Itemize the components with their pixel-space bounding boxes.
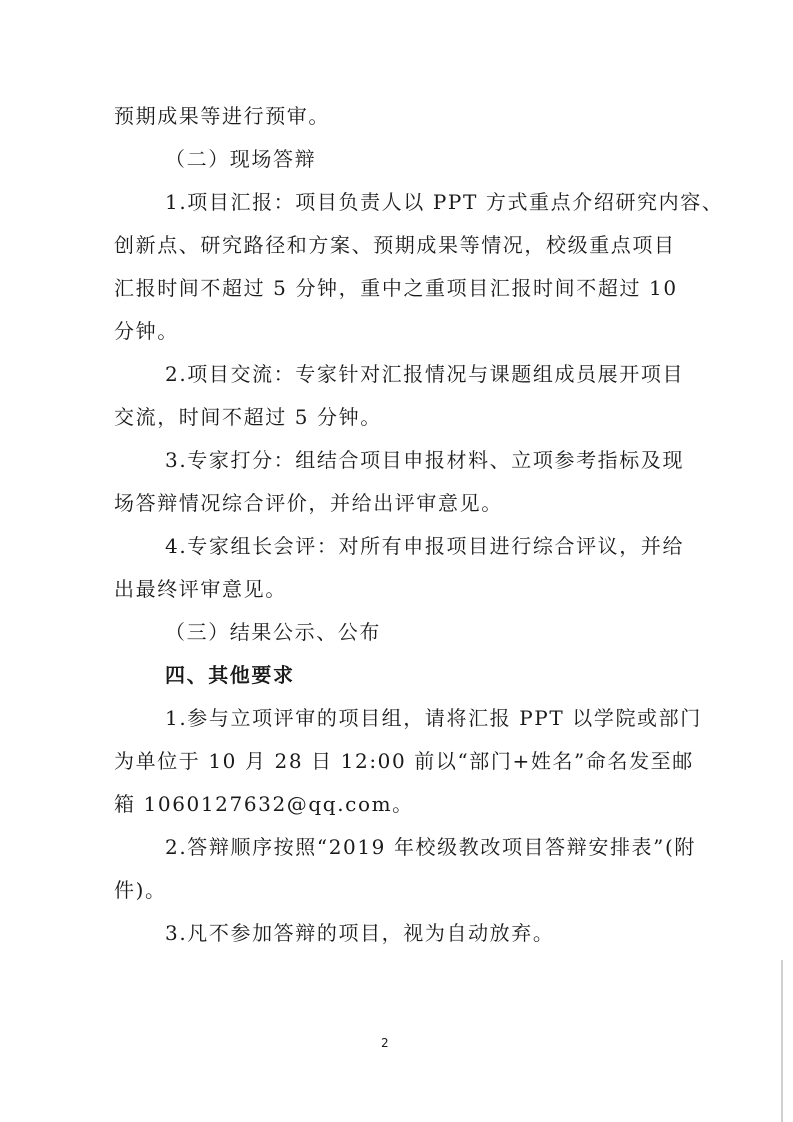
paragraph-line: 箱 1060127632@qq.com。: [114, 792, 414, 816]
paragraph-line: 3.凡不参加答辩的项目，视为自动放弃。: [165, 921, 555, 945]
chapter-heading: 四、其他要求: [165, 663, 295, 687]
paragraph-line: 1.参与立项评审的项目组，请将汇报 PPT 以学院或部门: [165, 706, 702, 730]
paragraph-line: 3.专家打分：组结合项目申报材料、立项参考指标及现: [165, 448, 685, 472]
scan-edge-divider: [781, 960, 783, 1122]
paragraph-line: 为单位于 10 月 28 日 12:00 前以“部门+姓名”命名发至邮: [114, 749, 694, 773]
paragraph-line: 交流，时间不超过 5 分钟。: [114, 405, 382, 429]
paragraph-line: 创新点、研究路径和方案、预期成果等情况，校级重点项目: [114, 233, 676, 257]
section-heading: （二）现场答辩: [165, 147, 317, 171]
paragraph-line: 2.答辩顺序按照“2019 年校级教改项目答辩安排表”(附: [165, 835, 696, 859]
paragraph-line: 2.项目交流：专家针对汇报情况与课题组成员展开项目: [165, 362, 685, 386]
paragraph-line: 4.专家组长会评：对所有申报项目进行综合评议，并给: [165, 534, 685, 558]
paragraph-line: 预期成果等进行预审。: [114, 104, 330, 128]
section-heading: （三）结果公示、公布: [165, 620, 381, 644]
paragraph-line: 件)。: [114, 878, 167, 902]
paragraph-line: 1.项目汇报：项目负责人以 PPT 方式重点介绍研究内容、: [165, 190, 724, 214]
paragraph-line: 汇报时间不超过 5 分钟，重中之重项目汇报时间不超过 10: [114, 276, 678, 300]
paragraph-line: 场答辩情况综合评价，并给出评审意见。: [114, 491, 503, 515]
page-number: 2: [381, 1036, 389, 1050]
paragraph-line: 出最终评审意见。: [114, 577, 287, 601]
paragraph-line: 分钟。: [114, 319, 179, 343]
